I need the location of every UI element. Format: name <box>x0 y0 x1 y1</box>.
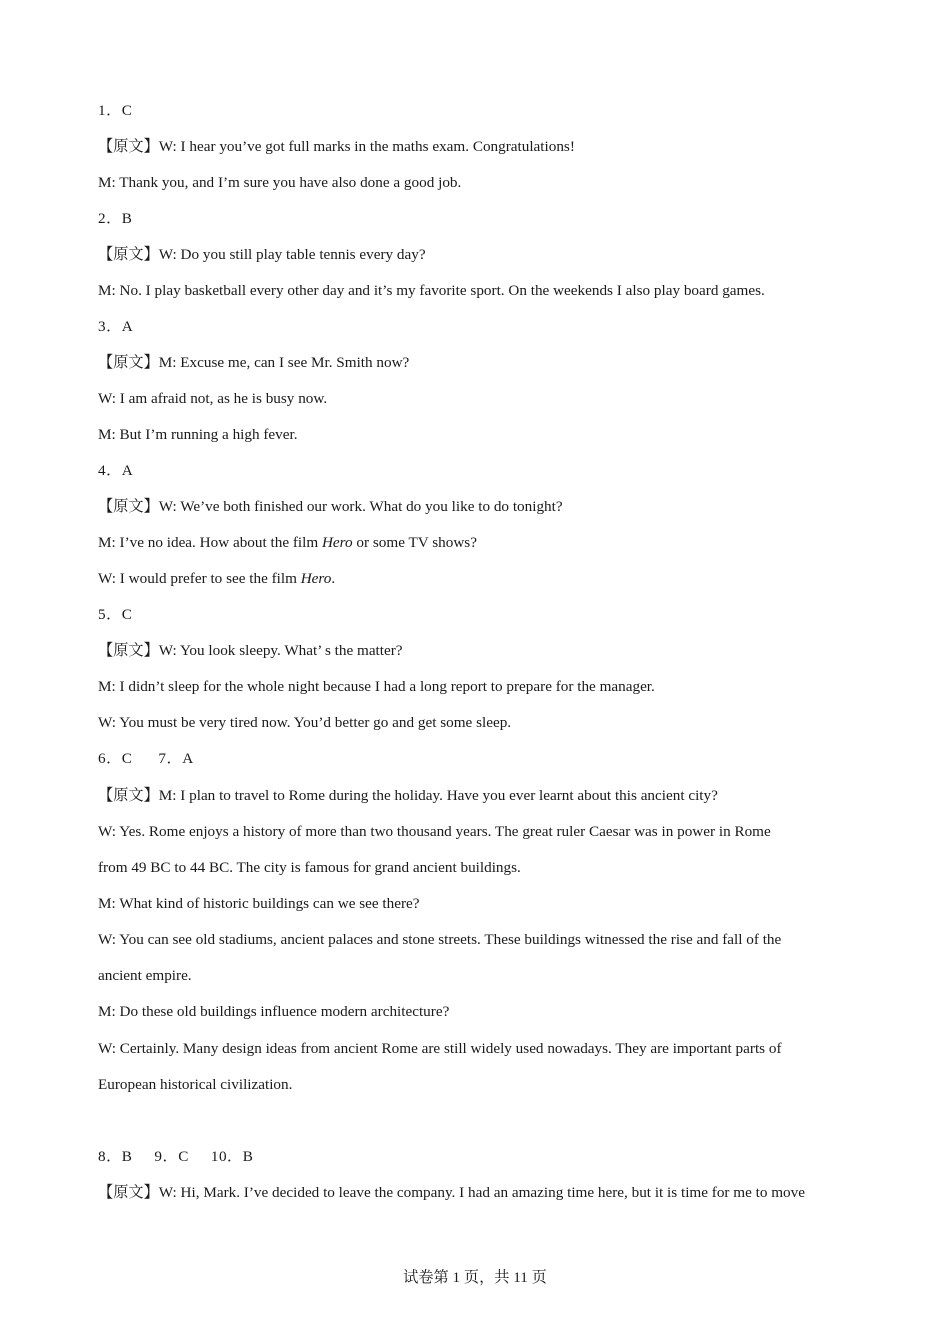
answer-6: 6．C <box>98 750 133 767</box>
transcript-line: M: Thank you, and I’m sure you have also done a good job. <box>98 174 462 191</box>
answer-5: 5．C <box>98 606 133 623</box>
transcript-line: W: You can see old stadiums, ancient palaces and stone streets. These buildings witnessed the rise and fall of the <box>98 931 782 948</box>
transcript-line: M: What kind of historic buildings can we see there? <box>98 895 420 912</box>
text-segment: . <box>331 570 336 587</box>
transcript-line: from 49 BC to 44 BC. The city is famous for grand ancient buildings. <box>98 859 521 876</box>
answer-10: 10．B <box>210 1148 254 1165</box>
answer-9: 9．C <box>154 1148 189 1165</box>
transcript-line: W: You must be very tired now. You’d better go and get some sleep. <box>98 714 512 731</box>
transcript-line <box>98 533 477 553</box>
transcript-line: 【原文】W: I hear you’ve got full marks in the maths exam. Congratulations! <box>98 138 575 155</box>
answer-1: 1．C <box>98 102 133 119</box>
transcript-line: 【原文】M: Excuse me, can I see Mr. Smith now? <box>98 354 410 371</box>
transcript-line: M: Do these old buildings influence modern architecture? <box>98 1003 450 1020</box>
text-segment: or some TV shows? <box>352 534 477 551</box>
film-title: Hero <box>321 534 353 551</box>
answers-8-10 <box>98 1147 253 1167</box>
answer-7: 7．A <box>158 750 194 767</box>
transcript-line: W: I am afraid not, as he is busy now. <box>98 390 328 407</box>
transcript-line: ancient empire. <box>98 967 192 984</box>
answer-2: 2．B <box>98 210 133 227</box>
transcript-line: M: I didn’t sleep for the whole night because I had a long report to prepare for the manager. <box>98 678 655 695</box>
transcript-line: European historical civilization. <box>98 1076 293 1093</box>
transcript-line: W: Certainly. Many design ideas from ancient Rome are still widely used nowadays. They are important parts of <box>98 1040 782 1057</box>
transcript-line: W: Yes. Rome enjoys a history of more than two thousand years. The great ruler Caesar was in power in Rome <box>98 823 771 840</box>
transcript-line <box>98 569 335 589</box>
transcript-line: M: But I’m running a high fever. <box>98 426 298 443</box>
transcript-line: 【原文】W: You look sleepy. What’ s the matter? <box>98 642 403 659</box>
film-title: Hero <box>300 570 332 587</box>
transcript-line: 【原文】W: Do you still play table tennis every day? <box>98 246 426 263</box>
text-segment: M: I’ve no idea. How about the film <box>98 534 322 551</box>
answers-6-7 <box>98 749 194 769</box>
transcript-line: 【原文】W: We’ve both finished our work. What do you like to do tonight? <box>98 498 563 515</box>
page-footer: 试卷第 1 页，共 11 页 <box>403 1269 547 1286</box>
text-segment: W: I would prefer to see the film <box>98 570 301 587</box>
answer-4: 4．A <box>98 462 134 479</box>
transcript-line: M: No. I play basketball every other day and it’s my favorite sport. On the weekends I also play board games. <box>98 282 765 299</box>
transcript-line: 【原文】M: I plan to travel to Rome during the holiday. Have you ever learnt about this ancient city? <box>98 787 718 804</box>
answer-8: 8．B <box>98 1148 133 1165</box>
answer-3: 3．A <box>98 318 134 335</box>
transcript-line: 【原文】W: Hi, Mark. I’ve decided to leave the company. I had an amazing time here, but it is time for me to move <box>98 1184 805 1201</box>
